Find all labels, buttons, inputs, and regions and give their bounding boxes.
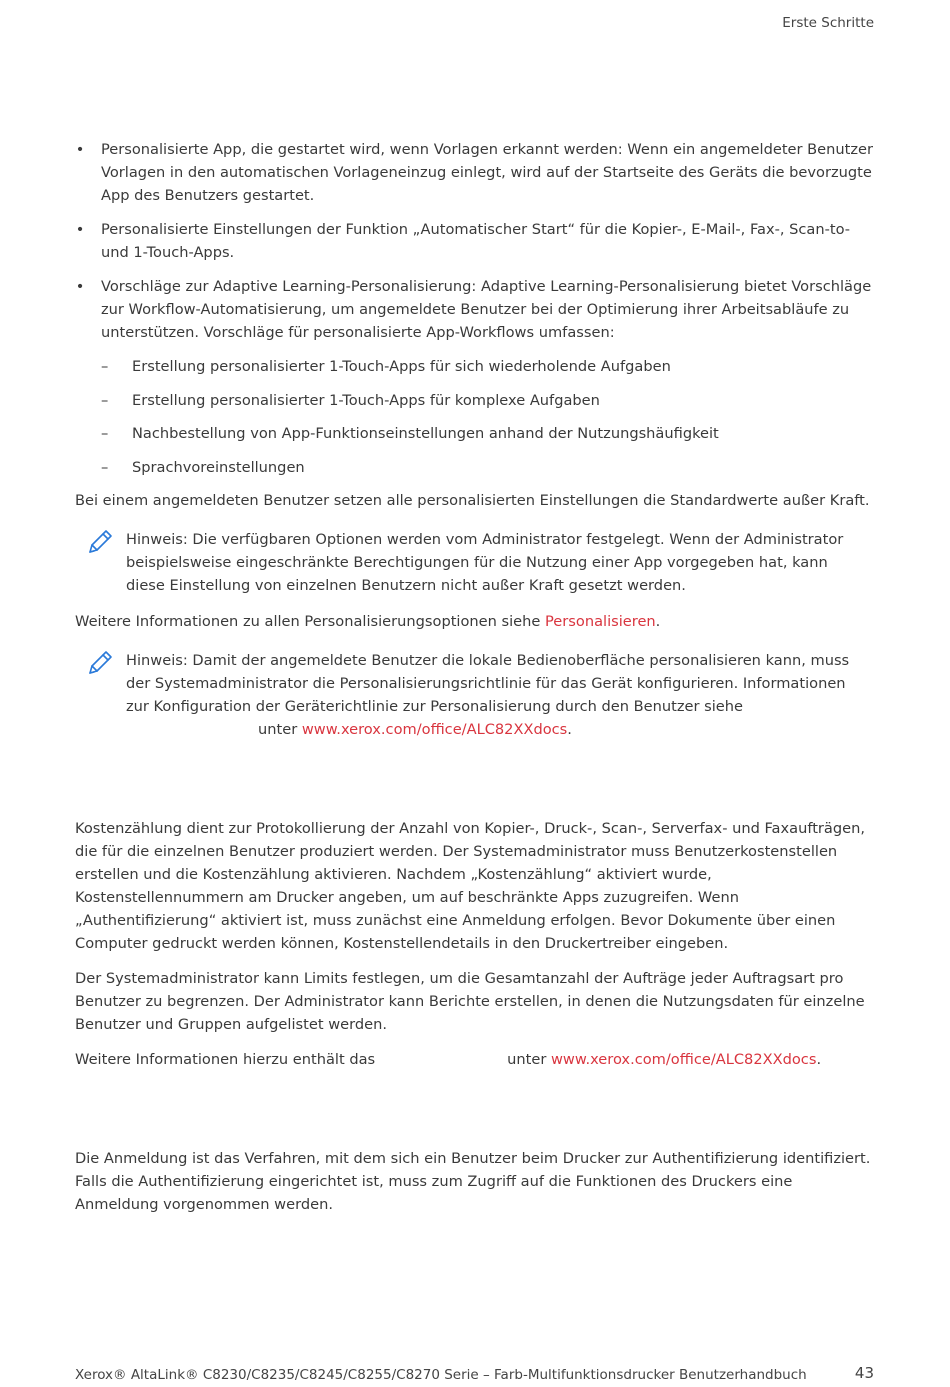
override-paragraph: Bei einem angemeldeten Benutzer setzen alle personalisierten Einstellungen die Standardwerte außer Kraft.	[75, 492, 870, 509]
note-policy-suffix: .	[567, 721, 572, 738]
note-text: Hinweis: Die verfügbaren Optionen werden vom Administrator festgelegt. Wenn der Administrator beispielsweise eingeschränkte Berechtigungen für die Nutzung einer App vorgegeben hat, kann diese Einstellung von einzelnen Benutzern nicht außer Kraft gesetzt werden.	[126, 531, 844, 594]
dash-marker: –	[101, 391, 109, 409]
sub-list-item	[101, 456, 875, 479]
sub-item-text: Nachbestellung von App-Funktionseinstellungen anhand der Nutzungshäufigkeit	[132, 425, 719, 442]
login-paragraph: Die Anmeldung ist das Verfahren, mit dem sich ein Benutzer beim Drucker zur Authentifizierung identifiziert. Falls die Authentifizierung eingerichtet ist, muss zum Zugriff auf die Funktionen des Druckers eine Anmeldung vorgenommen werden.	[75, 1150, 871, 1213]
accounting-paragraph-2: Der Systemadministrator kann Limits festlegen, um die Gesamtanzahl der Aufträge jeder Auftragsart pro Benutzer zu begrenzen. Der Administrator kann Berichte erstellen, in denen die Nutzungsdaten für einzelne Benutzer und Gruppen aufgelistet werden.	[75, 970, 865, 1033]
bullet-text: Personalisierte Einstellungen der Funktion „Automatischer Start“ für die Kopier-, E-Mail-, Fax-, Scan-to- und 1-Touch-Apps.	[101, 221, 851, 261]
running-footer: Xerox® AltaLink® C8230/C8235/C8245/C8255/C8270 Serie – Farb-Multifunktionsdrucker Benutzerhandbuch	[75, 1367, 807, 1383]
sub-list-item	[101, 389, 875, 412]
bullet-text: Personalisierte App, die gestartet wird, wenn Vorlagen erkannt werden: Wenn ein angemeldeter Benutzer Vorlagen in den automatischen Vorlageneinzug einlegt, wird auf der Startseite des Geräts die bevorzugte App des Benutzers gestartet.	[101, 141, 874, 204]
workflow-suggestions-list	[101, 355, 875, 479]
sub-item-text: Erstellung personalisierter 1-Touch-Apps für komplexe Aufgaben	[132, 391, 600, 409]
sub-item-text: Erstellung personalisierter 1-Touch-Apps für sich wiederholende Aufgaben	[132, 358, 671, 375]
sub-list-item	[101, 355, 875, 378]
docs-link[interactable]: www.xerox.com/office/ALC82XXdocs	[301, 721, 568, 738]
more-info-suffix: .	[655, 613, 661, 630]
list-item	[75, 275, 875, 479]
pencil-icon	[86, 528, 114, 556]
dash-marker: –	[101, 425, 109, 442]
pencil-icon	[86, 649, 114, 677]
accounting-suffix: .	[816, 1051, 822, 1068]
note-text	[126, 649, 866, 741]
page-number: 43	[854, 1364, 874, 1382]
dash-marker: –	[101, 458, 109, 476]
list-item	[75, 218, 875, 264]
accounting-unter: unter	[507, 1051, 551, 1068]
personalization-bullet-list	[75, 138, 875, 490]
note-policy-text: Hinweis: Damit der angemeldete Benutzer die lokale Bedienoberfläche personalisieren kann, muss der Systemadministrator die Personalisierungsrichtlinie für das Gerät konfigurieren. Informationen zur Konfiguration der Geräterichtlinie zur Personalisierung durch den Benutzer siehe	[126, 652, 850, 715]
bullet-marker: •	[75, 221, 85, 238]
bullet-marker: •	[75, 141, 85, 158]
dash-marker: –	[101, 358, 109, 375]
note-policy-unter: unter	[258, 721, 298, 738]
note-policy	[86, 649, 876, 744]
accounting-more-text: Weitere Informationen hierzu enthält das	[75, 1051, 376, 1068]
personalisieren-link[interactable]: Personalisieren	[545, 613, 656, 630]
running-header: Erste Schritte	[782, 15, 874, 31]
sub-item-text: Sprachvoreinstellungen	[132, 458, 305, 476]
accounting-paragraph-1: Kostenzählung dient zur Protokollierung der Anzahl von Kopier-, Druck-, Scan-, Serverfax- und Faxaufträgen, die für die einzelnen Benutzer produziert werden. Der Systemadministrator muss Benutzerkostenstellen erstellen und die Kostenzählung aktivieren. Nachdem „Kostenzählung“ aktiviert wurde, Kostenstellennummern am Drucker angeben, um auf beschränkte Apps zuzugreifen. Wenn „Authentifizierung“ aktiviert ist, muss zunächst eine Anmeldung erfolgen. Bevor Dokumente über einen Computer gedruckt werden können, Kostenstellendetails in den Druckertreiber eingeben.	[75, 820, 865, 952]
more-info-paragraph	[75, 610, 875, 633]
bullet-marker: •	[75, 278, 85, 295]
accounting-paragraph-3	[75, 1048, 875, 1071]
note-options	[86, 528, 876, 598]
more-info-text: Weitere Informationen zu allen Personalisierungsoptionen siehe	[75, 613, 546, 630]
sub-list-item	[101, 422, 875, 445]
list-item	[75, 138, 875, 207]
bullet-text: Vorschläge zur Adaptive Learning-Personalisierung: Adaptive Learning-Personalisierung bietet Vorschläge zur Workflow-Automatisierung, um angemeldete Benutzer bei der Optimierung ihrer Arbeitsabläufe zu unterstützen. Vorschläge für personalisierte App-Workflows umfassen:	[101, 278, 872, 341]
docs-link[interactable]: www.xerox.com/office/ALC82XXdocs	[551, 1051, 817, 1068]
